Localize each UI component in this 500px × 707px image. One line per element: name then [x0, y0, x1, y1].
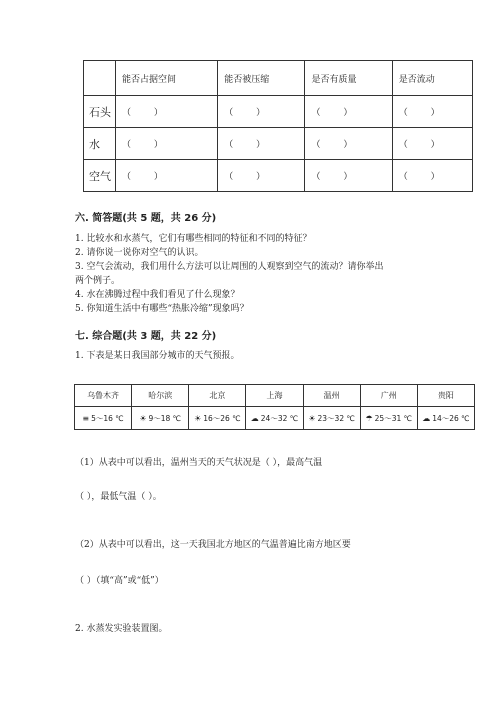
table-header-row: [84, 61, 473, 96]
city-name: 哈尔滨: [132, 385, 189, 406]
temperature-range: 24～32 ℃: [260, 413, 299, 423]
temperature-range: 23～32 ℃: [317, 413, 355, 423]
answer-blank[interactable]: （ ）: [305, 160, 392, 192]
row-label: 石头: [84, 96, 116, 128]
question-2: 2. 水蒸发实验装置图。: [75, 624, 168, 634]
answer-blank[interactable]: （ ）: [392, 160, 472, 192]
properties-table: [83, 60, 473, 192]
sub-question-2: （2）从表中可以看出，这一天我国北方地区的气温普遍比南方地区要: [75, 540, 351, 550]
answer-blank[interactable]: （ ）: [218, 96, 305, 128]
answer-blank[interactable]: （ ）: [305, 128, 392, 160]
question-item: 2. 请你说一说你对空气的认识。: [75, 248, 204, 258]
answer-blank[interactable]: （ ）: [305, 96, 392, 128]
table-row: [84, 96, 473, 128]
weather-city-row: [75, 385, 474, 406]
fog-icon: ≡: [82, 413, 90, 423]
city-name: 温州: [304, 385, 361, 406]
weather-cell: [361, 407, 418, 429]
answer-blank[interactable]: （ ）: [392, 96, 472, 128]
sub-question-2-continued: （ ）（填“高”或“低”）: [75, 576, 164, 586]
table-header-cell: 能否被压缩: [218, 61, 305, 96]
sun-icon: ☀: [139, 413, 147, 423]
table-row: [84, 128, 473, 160]
city-name: 乌鲁木齐: [75, 385, 132, 406]
answer-blank[interactable]: （ ）: [116, 128, 218, 160]
rain-icon: ☂: [365, 413, 373, 423]
answer-blank[interactable]: （ ）: [218, 160, 305, 192]
question-item: 1. 比较水和水蒸气，它们有哪些相同的特征和不同的特征？: [75, 234, 312, 244]
temperature-range: 14～26 ℃: [432, 413, 470, 423]
weather-temp-row: [75, 406, 474, 429]
table-header-cell: 能否占据空间: [116, 61, 218, 96]
section-seven-title: 七. 综合题(共 3 题，共 22 分): [75, 331, 217, 342]
sun-icon: ☀: [308, 413, 316, 423]
city-name: 北京: [189, 385, 246, 406]
weather-forecast-table: [74, 384, 475, 430]
question-item: 3. 空气会流动，我们用什么方法可以让周围的人观察到空气的流动？请你举出: [75, 262, 384, 272]
city-name: 广州: [361, 385, 418, 406]
answer-blank[interactable]: （ ）: [218, 128, 305, 160]
answer-blank[interactable]: （ ）: [116, 160, 218, 192]
table-header-cell: 是否流动: [392, 61, 472, 96]
row-label: 空气: [84, 160, 116, 192]
temperature-range: 16～26 ℃: [203, 413, 241, 423]
question-item: 5. 你知道生活中有哪些“热胀冷缩”现象吗？: [75, 304, 249, 314]
weather-cell: [189, 407, 246, 429]
cloudy-icon: ☁: [250, 413, 259, 423]
answer-blank[interactable]: （ ）: [116, 96, 218, 128]
sub-question-1-continued: （ ），最低气温（ ）。: [75, 492, 162, 502]
weather-cell: [75, 407, 132, 429]
section-six-title: 六. 简答题(共 5 题，共 26 分): [75, 213, 217, 224]
table-header-cell: 是否有质量: [305, 61, 392, 96]
temperature-range: 5～16 ℃: [91, 413, 124, 423]
row-label: 水: [84, 128, 116, 160]
sun-icon: ☀: [194, 413, 202, 423]
question-item-continued: 两个例子。: [75, 276, 121, 286]
temperature-range: 25～31 ℃: [374, 413, 413, 423]
city-name: 上海: [246, 385, 303, 406]
question-intro: 1. 下表是某日我国部分城市的天气预报。: [75, 351, 240, 361]
city-name: 贵阳: [437, 391, 454, 400]
table-header-cell: [84, 61, 116, 96]
weather-cell: [418, 407, 474, 429]
weather-cell: [246, 407, 303, 429]
sub-question-1: （1）从表中可以看出，温州当天的天气状况是（ ），最高气温: [75, 458, 323, 468]
question-item: 4. 水在沸腾过程中我们看见了什么现象？: [75, 290, 240, 300]
weather-cell: [304, 407, 361, 429]
cloudy-icon: ☁: [422, 413, 431, 423]
weather-cell: [132, 407, 189, 429]
temperature-range: 9～18 ℃: [148, 413, 182, 423]
answer-blank[interactable]: （ ）: [392, 128, 472, 160]
table-row: [84, 160, 473, 192]
